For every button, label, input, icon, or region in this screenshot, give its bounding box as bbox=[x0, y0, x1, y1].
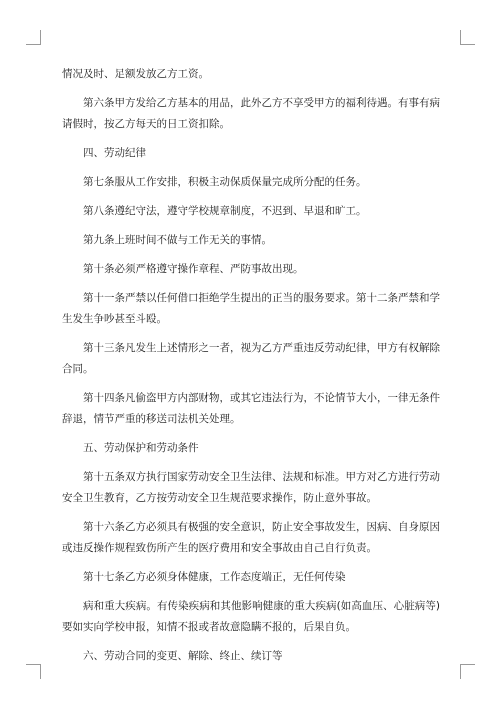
paragraph: 第十五条双方执行国家劳动安全卫生法律、法规和标准。甲方对乙方进行劳动安全卫生教育，乙方按劳动安全卫生规范要求操作，防止意外事故。 bbox=[62, 471, 440, 504]
paragraph: 病和重大疾病。有传染疾病和其他影响健康的重大疾病(如高血压、心脏病等)要如实向学校申报，知情不报或者故意隐瞒不报的，后果自负。 bbox=[62, 600, 440, 633]
paragraph: 第十条必须严格遵守操作章程、严防事故出现。 bbox=[83, 263, 304, 275]
crop-mark-bottom-left bbox=[26, 664, 41, 679]
paragraph: 第九条上班时间不做与工作无关的事情。 bbox=[83, 234, 272, 246]
paragraph: 第十一条严禁以任何借口拒绝学生提出的正当的服务要求。第十二条严禁和学生发生争吵甚至斗殴。 bbox=[62, 292, 440, 325]
section-heading: 五、劳动保护和劳动条件 bbox=[83, 442, 199, 454]
crop-mark-top-left bbox=[26, 30, 41, 45]
crop-mark-bottom-right bbox=[460, 664, 475, 679]
paragraph: 第十三条凡发生上述情形之一者，视为乙方严重违反劳动纪律，甲方有权解除合同。 bbox=[62, 342, 440, 375]
paragraph: 第七条服从工作安排，积极主动保质保量完成所分配的任务。 bbox=[83, 176, 367, 188]
section-heading: 四、劳动纪律 bbox=[83, 147, 146, 159]
paragraph: 第十六条乙方必须具有极强的安全意识，防止安全事故发生，因病、自身原因或违反操作规程致伤所产生的医疗费用和安全事故由自己自行负责。 bbox=[62, 521, 440, 554]
paragraph: 第八条遵纪守法，遵守学校规章制度，不迟到、早退和旷工。 bbox=[83, 205, 367, 217]
document-body bbox=[62, 64, 440, 675]
section-heading: 六、劳动合同的变更、解除、终止、续订等 bbox=[83, 650, 283, 662]
paragraph: 第六条甲方发给乙方基本的用品，此外乙方不享受甲方的福利待遇。有事有病请假时，按乙方每天的日工资扣除。 bbox=[62, 97, 440, 130]
crop-mark-top-right bbox=[460, 30, 475, 45]
paragraph: 第十七条乙方必须身体健康，工作态度端正，无任何传染 bbox=[83, 571, 346, 583]
paragraph: 情况及时、足额发放乙方工资。 bbox=[62, 68, 209, 80]
paragraph: 第十四条凡偷盗甲方内部财物，或其它违法行为，不论情节大小，一律无条件辞退，情节严重的移送司法机关处理。 bbox=[62, 392, 440, 425]
